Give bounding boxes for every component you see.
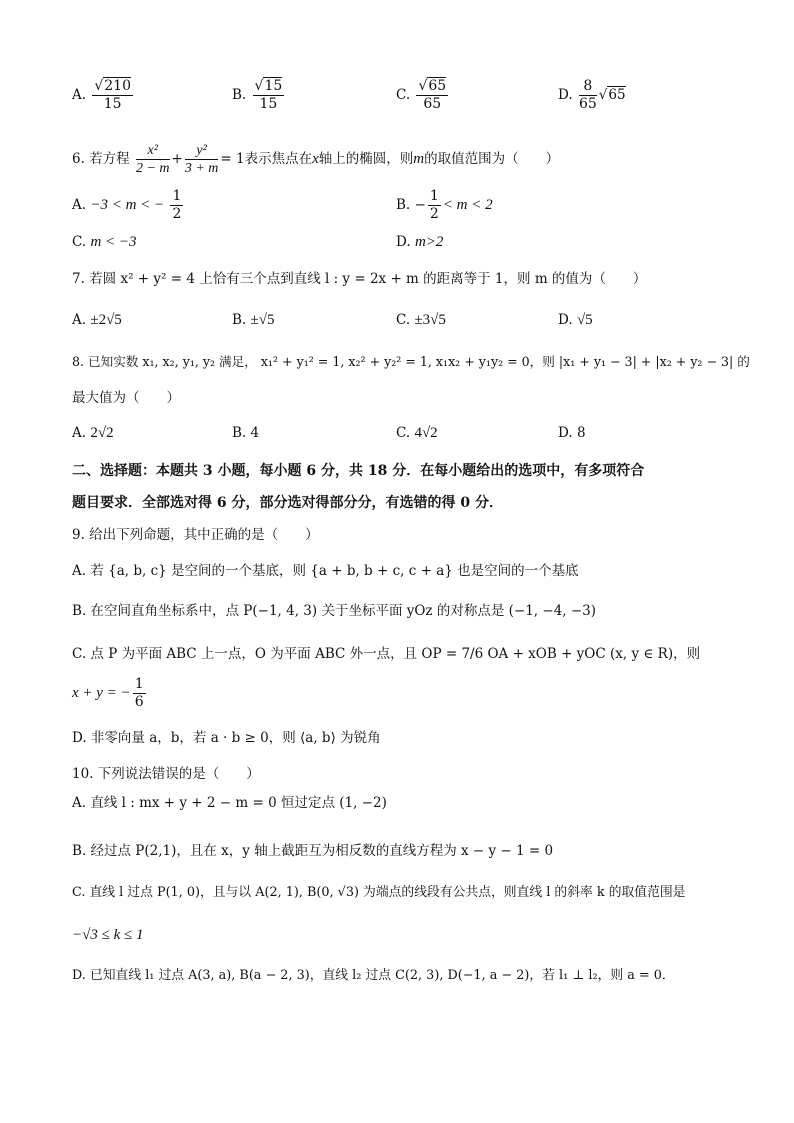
option-label: D. [396,234,411,250]
q5-option-b [232,78,286,113]
question-7-stem: 7. 若圆 x² + y² = 4 上恰有三个点到直线 l : y = 2x + m 的距离等于 1，则 m 的值为（ ） [72,271,647,287]
q10-option-b: B. 经过点 P(2,1)，且在 x，y 轴上截距互为相反数的直线方程为 x − y − 1 = 0 [72,843,554,859]
numerator: y² [185,142,219,160]
fraction [185,142,219,177]
q10-option-c-cont [72,925,143,945]
option-text: √5 [576,312,593,328]
q10-option-c: C. 直线 l 过点 P(1, 0)，且与以 A(2, 1), B(0, √3) 为端点的线段有公共点，则直线 l 的斜率 k 的取值范围是 [72,885,686,900]
option-label: C. [72,234,87,250]
option-label: B. [232,425,247,441]
q6-option-c [72,234,137,251]
text: 轴上的椭圆，则 [318,151,414,167]
q6-option-d [396,234,443,251]
q9-option-a: A. 若 {a, b, c} 是空间的一个基底，则 {a + b, b + c, c + a} 也是空间的一个基底 [72,563,579,579]
q9-option-c: C. 点 P 为平面 ABC 上一点，O 为平面 ABC 外一点，且 OP = 7/6 OA + xOB + yOC (x, y ∈ R)，则 [72,646,701,662]
numerator: 1 [134,676,144,692]
q7-option-c [396,312,446,329]
numerator: 8 [579,78,597,96]
numerator: 1 [172,188,182,204]
option-label: C. [396,312,411,328]
section-2-heading-cont: 题目要求．全部选对得 6 分，部分选对得部分分，有选错的得 0 分． [72,495,503,511]
q7-option-b [232,312,274,329]
question-9-stem: 9. 给出下列命题，其中正确的是（ ） [72,527,319,543]
denominator: 2 [172,206,182,222]
variable: m [413,151,425,167]
option-text: 2√2 [90,425,114,441]
option-label: A. [72,197,87,213]
denominator: 2 [429,206,439,222]
option-label: C. [396,87,411,103]
option-text: − [414,197,426,213]
numerator: x² [136,142,170,160]
option-label: B. [396,197,411,213]
denominator: 15 [259,96,278,112]
q5-option-c [396,78,450,113]
fraction [579,78,597,113]
question-10-stem: 10. 下列说法错误的是（ ） [72,766,260,782]
q9-option-c-cont [72,676,148,711]
option-label: A. [72,425,87,441]
option-label: D. [558,425,573,441]
q8-option-d [558,425,586,441]
q7-option-a [72,312,122,329]
option-text: 4√2 [414,425,438,441]
q5-option-d: D. $\frac{8}{65}$ √65 [558,78,626,112]
fraction [133,676,146,711]
option-text: m>2 [414,234,444,250]
variable: x [312,151,319,167]
denominator: 65 [423,96,442,112]
option-label: B. [232,87,247,103]
q8-option-a [72,425,114,442]
numerator: 15 [264,78,283,94]
option-label: D. [558,312,573,328]
q9-option-b: B. 在空间直角坐标系中，点 P(−1, 4, 3) 关于坐标平面 yOz 的对称点是 (−1, −4, −3) [72,603,597,619]
option-label: C. [396,425,411,441]
question-8-stem: 8. 已知实数 x₁, x₂, y₁, y₂ 满足， x₁² + y₁² = 1, x₂² + y₂² = 1, x₁x₂ + y₁y₂ = 0，则 |x₁ + y₁ − 3| + |x₂ + y₂ − 3| 的 [72,354,750,369]
option-text: < m < 2 [442,197,493,213]
numerator: 210 [104,78,131,94]
option-text: −3 < m < − [90,197,165,213]
option-text: 4 [250,425,260,441]
option-label: A. [72,312,87,328]
option-text: ±2√5 [90,312,122,328]
text: 6. 若方程 [72,151,130,167]
option-text: −√3 ≤ k ≤ 1 [72,927,144,943]
q8-option-c [396,425,438,442]
q10-option-d: D. 已知直线 l₁ 过点 A(3, a), B(a − 2, 3)，直线 l₂ 过点 C(2, 3), D(−1, a − 2)，若 l₁ ⊥ l₂，则 a = 0． [72,968,675,983]
fraction: $\frac{√15}{15}$ [254,78,283,112]
question-8-stem-cont: 最大值为（ ） [72,390,180,406]
q6-option-b [396,188,493,223]
denominator: 6 [134,694,144,710]
fraction [428,188,441,223]
option-text: m < −3 [90,234,137,250]
numerator: 1 [429,188,439,204]
text: = 1表示焦点在 [220,151,313,167]
denominator: 65 [578,96,597,112]
numerator: 65 [428,78,447,94]
denominator: 3 + m [184,161,219,176]
q10-option-a: A. 直线 l : mx + y + 2 − m = 0 恒过定点 (1, −2) [72,795,387,811]
option-text: x + y = − [72,685,131,701]
q5-option-a [72,78,135,113]
q7-option-d [558,312,593,329]
denominator: 15 [103,96,122,112]
q8-option-b [232,425,259,441]
question-6-stem: 6. 若方程 $\frac{\text{x²}}{2 - m}$ + $\frac{\text{y²}}{3 + m}$ = 1表示焦点在x轴上的椭圆，则m的取值范围为（ ） [72,143,560,176]
option-label: A. [72,87,87,103]
radicand: 65 [608,87,626,103]
denominator: 2 − m [135,161,170,176]
option-text: ±3√5 [414,312,446,328]
fraction [170,188,183,223]
option-label: D. [558,87,573,103]
fraction: $\frac{√210}{15}$ [94,78,131,112]
fraction [136,142,170,177]
q6-option-a [72,188,185,223]
q9-option-d: D. 非零向量 a，b，若 a · b ≥ 0，则 ⟨a, b⟩ 为锐角 [72,730,381,746]
text: 的取值范围为（ ） [424,151,560,167]
section-2-heading: 二、选择题：本题共 3 小题，每小题 6 分，共 18 分．在每小题给出的选项中，有多项符合 [72,463,645,479]
option-label: B. [232,312,247,328]
fraction: $\frac{√65}{65}$ [418,78,447,112]
option-text: 8 [576,425,586,441]
option-text: ±√5 [250,312,275,328]
